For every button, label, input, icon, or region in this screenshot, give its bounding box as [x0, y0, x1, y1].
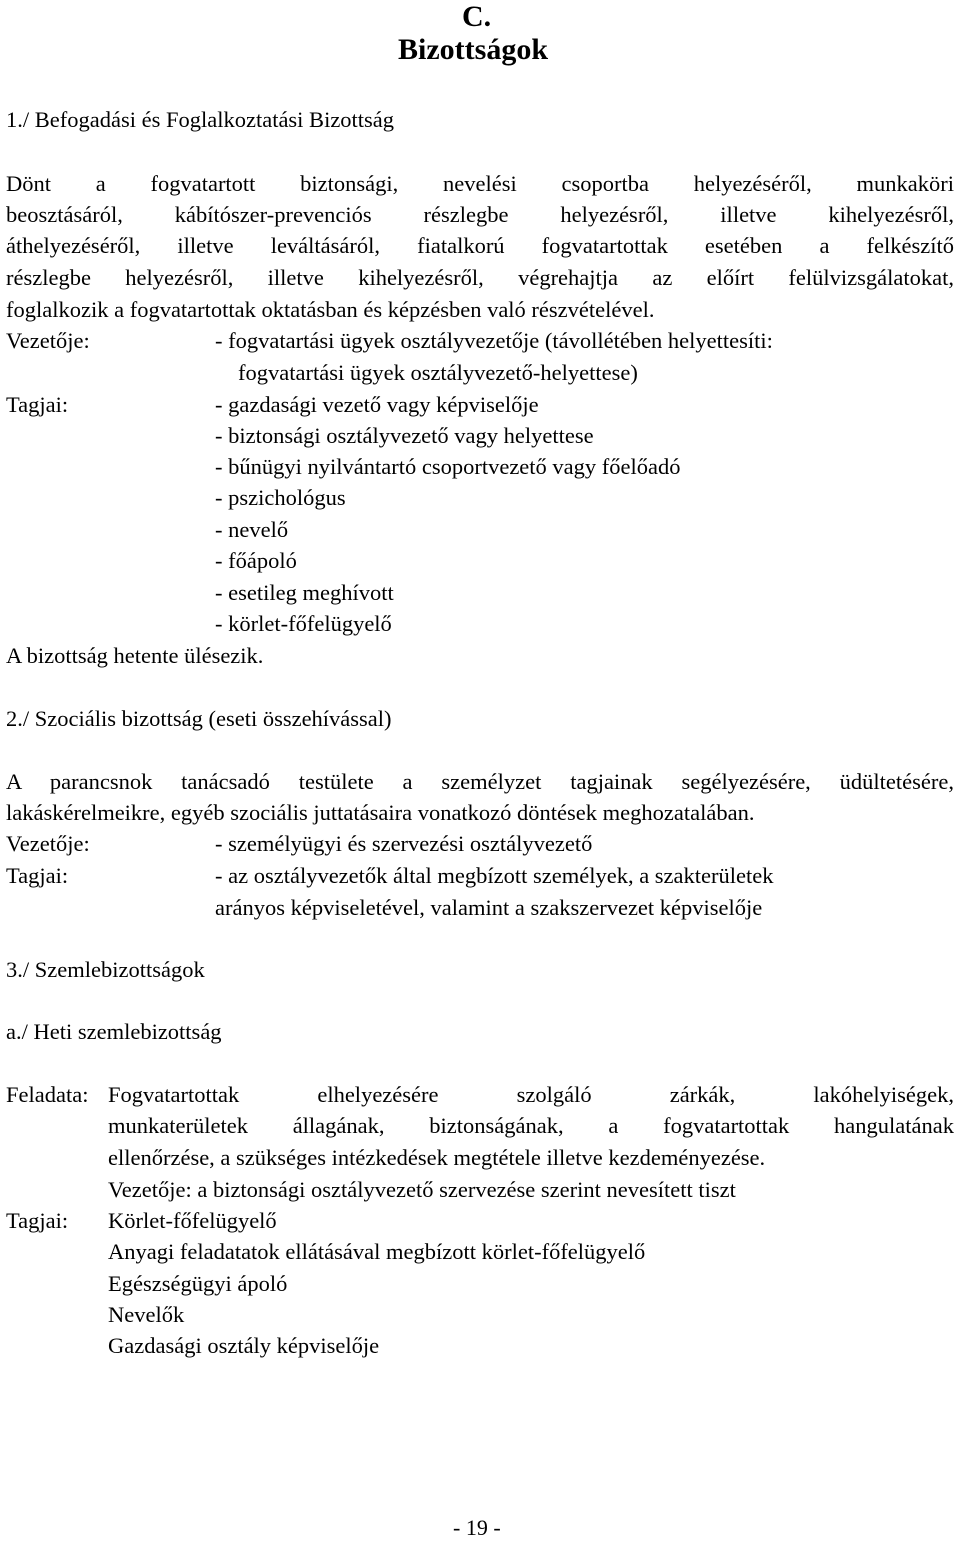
page-number: - 19 - — [453, 1515, 501, 1540]
section-2-members-label: Tagjai: — [6, 863, 69, 888]
section-1-leader-continued: fogvatartási ügyek osztályvezető-helyettese) — [238, 360, 638, 385]
section-2-member: - az osztályvezetők által megbízott személyek, a szakterületek — [215, 863, 774, 888]
section-3a-task-line: Fogvatartottak elhelyezésére szolgáló zárkák, lakóhelyiségek, — [108, 1082, 954, 1107]
section-1-member: - biztonsági osztályvezető vagy helyettese — [215, 423, 594, 448]
section-1-members-label: Tagjai: — [6, 392, 69, 417]
section-2-title: 2./ Szociális bizottság (eseti összehívással) — [6, 706, 392, 731]
section-3a-member: Egészségügyi ápoló — [108, 1271, 288, 1296]
section-1-member: - esetileg meghívott — [215, 580, 394, 605]
section-1-paragraph-line: beosztásáról, kábítószer-prevenciós részlegbe helyezésről, illetve kihelyezésről, — [6, 202, 954, 227]
section-1-member: - pszichológus — [215, 485, 346, 510]
section-1-paragraph-line: Dönt a fogvatartott biztonsági, nevelési csoportba helyezéséről, munkaköri — [6, 171, 954, 196]
section-3a-member: Nevelők — [108, 1302, 185, 1327]
section-2-paragraph-line: A parancsnok tanácsadó testülete a személyzet tagjainak segélyezésére, üdültetésére, — [6, 769, 954, 794]
section-3-title: 3./ Szemlebizottságok — [6, 957, 205, 982]
section-1-leader-label: Vezetője: — [6, 328, 90, 353]
section-3a-task-line: ellenőrzése, a szükséges intézkedések megtétele illetve kezdeményezése. — [108, 1145, 766, 1170]
section-1-paragraph-line: áthelyezéséről, illetve leváltásáról, fiatalkorú fogvatartottak esetében a felkészítő — [6, 233, 954, 258]
section-3a-task-line: munkaterületek állagának, biztonságának, a fogvatartottak hangulatának — [108, 1113, 954, 1138]
section-1-paragraph-line: részlegbe helyezésről, illetve kihelyezésről, végrehajtja az előírt felülvizsgálatokat, — [6, 265, 954, 290]
section-3a-members-label: Tagjai: — [6, 1208, 69, 1233]
section-1-paragraph-line: foglalkozik a fogvatartottak oktatásban és képzésben való részvételével. — [6, 297, 655, 322]
section-3a-member: Gazdasági osztály képviselője — [108, 1333, 380, 1358]
section-1-closing: A bizottság hetente ülésezik. — [6, 643, 264, 668]
section-3a-leader: Vezetője: a biztonsági osztályvezető szervezése szerint nevesített tiszt — [108, 1177, 736, 1202]
section-2-leader: - személyügyi és szervezési osztályvezető — [215, 831, 593, 856]
chapter-title: Bizottságok — [398, 33, 548, 66]
section-1-member: - bűnügyi nyilvántartó csoportvezető vagy főelőadó — [215, 454, 681, 479]
section-3a-task-label: Feladata: — [6, 1082, 89, 1107]
section-3a-member: Anyagi feladatatok ellátásával megbízott körlet-főfelügyelő — [108, 1239, 646, 1264]
section-2-leader-label: Vezetője: — [6, 831, 90, 856]
section-1-member: - gazdasági vezető vagy képviselője — [215, 392, 539, 417]
section-1-member: - nevelő — [215, 517, 289, 542]
section-1-leader: - fogvatartási ügyek osztályvezetője (távollétében helyettesíti: — [215, 328, 773, 353]
section-1-member: - főápoló — [215, 548, 297, 573]
section-2-paragraph-line: lakáskérelmeikre, egyéb szociális juttatásaira vonatkozó döntések meghozatalában. — [6, 800, 755, 825]
section-3a-title: a./ Heti szemlebizottság — [6, 1019, 222, 1044]
section-3a-member: Körlet-főfelügyelő — [108, 1208, 277, 1233]
chapter-letter: C. — [462, 0, 492, 33]
section-1-title: 1./ Befogadási és Foglalkoztatási Bizottság — [6, 107, 395, 132]
section-2-member-continued: arányos képviseletével, valamint a szakszervezet képviselője — [215, 895, 763, 920]
section-1-member: - körlet-főfelügyelő — [215, 611, 392, 636]
